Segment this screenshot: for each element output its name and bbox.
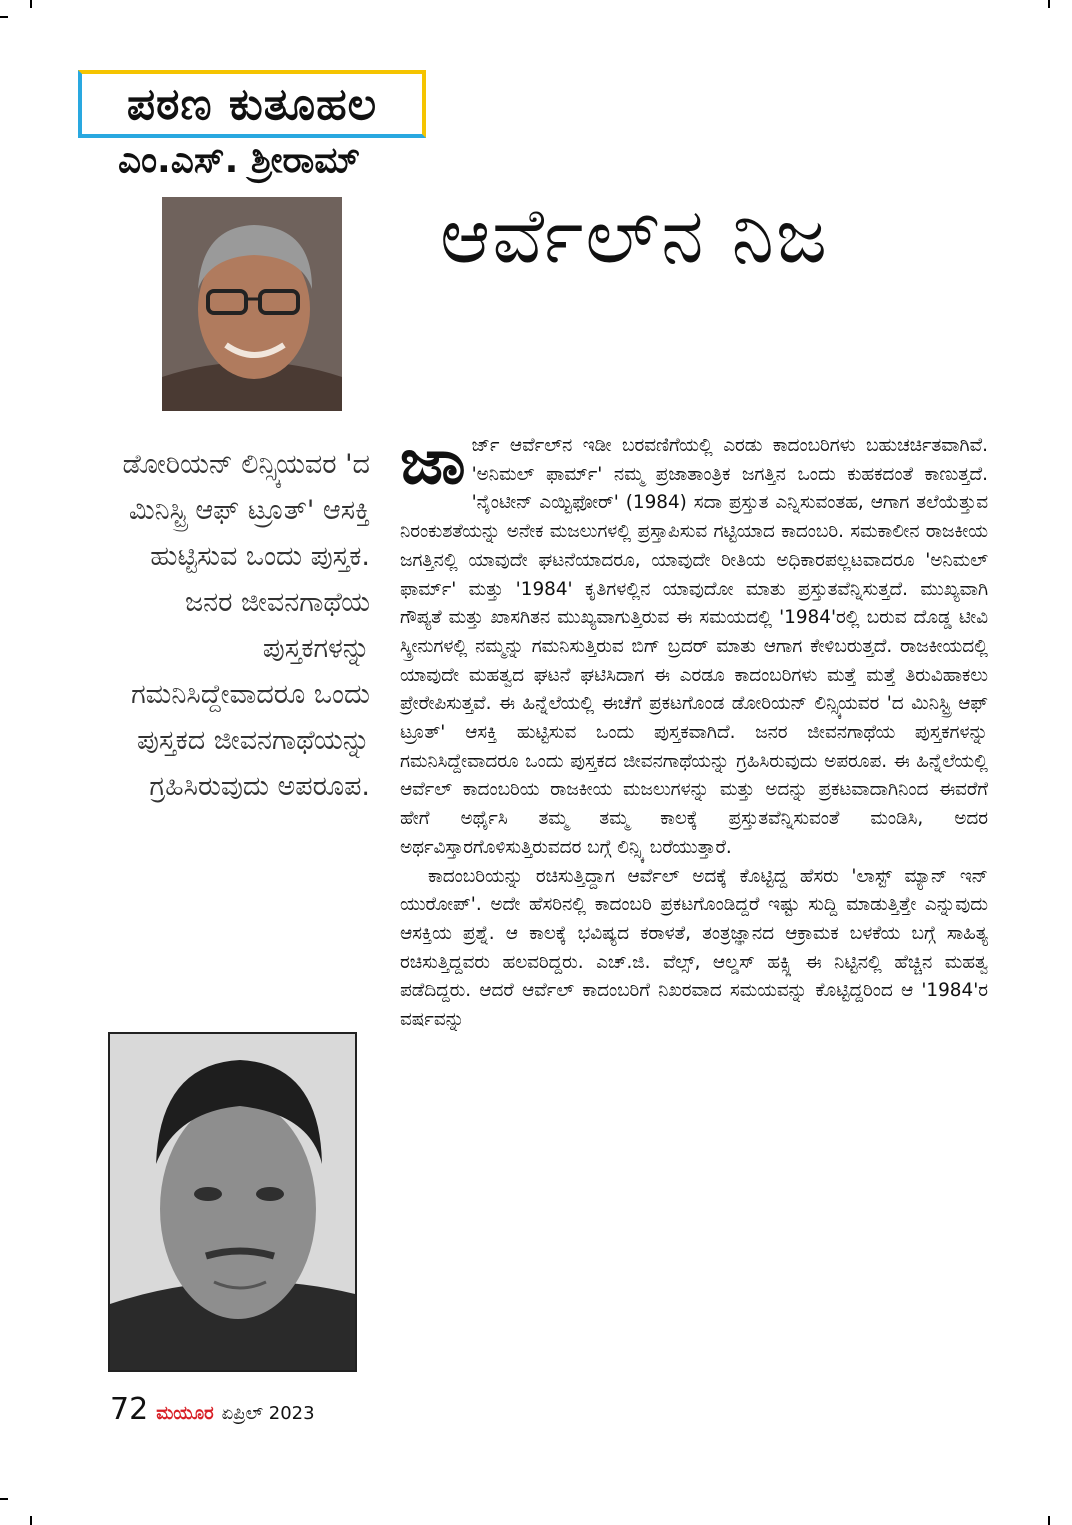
orwell-photo xyxy=(108,1032,357,1372)
author-portrait-image xyxy=(162,197,342,411)
crop-mark xyxy=(0,1498,8,1500)
headline: ಆರ್ವೆಲ್‌ನ ನಿಜ xyxy=(440,191,829,280)
dropcap: ಜಾ xyxy=(400,425,466,499)
issue-date: ಏಪ್ರಿಲ್ 2023 xyxy=(221,1403,315,1424)
article-paragraph-text: ರ್ಜ್ ಆರ್ವೆಲ್‌ನ ಇಡೀ ಬರವಣಿಗೆಯಲ್ಲಿ ಎರಡು ಕಾದಂಬರಿಗಳು ಬಹುಚರ್ಚಿತವಾಗಿವೆ. 'ಅನಿಮಲ್ ಫಾರ್ಮ್' ನಮ್ಮ ಪ್ರಜಾತಾಂತ್ರಿಕ ಜಗತ್ತಿನ ಒಂದು ಕುಹಕದಂತೆ ಕಾಣುತ್ತದೆ. 'ನೈಂಟೀನ್ ಎಯ್ಟಿಫೋರ್' (1984) ಸದಾ ಪ್ರಸ್ತುತ ಎನ್ನಿಸುವಂತಹ, ಆಗಾಗ ತಲೆಯೆತ್ತುವ ನಿರಂಕುಶತೆಯನ್ನು ಅನೇಕ ಮಜಲುಗಳಲ್ಲಿ ಪ್ರಸ್ತಾಪಿಸುವ ಗಟ್ಟಿಯಾದ ಕಾದಂಬರಿ. ಸಮಕಾಲೀನ ರಾಜಕೀಯ ಜಗತ್ತಿನಲ್ಲಿ ಯಾವುದೇ ಘಟನೆಯಾದರೂ, ಯಾವುದೇ ರೀತಿಯ ಅಧಿಕಾರಪಲ್ಲಟವಾದರೂ 'ಅನಿಮಲ್ ಫಾರ್ಮ್' ಮತ್ತು '1984' ಕೃತಿಗಳಲ್ಲಿನ ಯಾವುದೋ ಮಾತು ಪ್ರಸ್ತುತವೆನ್ನಿಸುತ್ತದೆ. ಮುಖ್ಯವಾಗಿ ಗೌಪ್ಯತೆ ಮತ್ತು ಖಾಸಗಿತನ ಮುಖ್ಯವಾಗುತ್ತಿರುವ ಈ ಸಮಯದಲ್ಲಿ '1984'ರಲ್ಲಿ ಬರುವ ದೊಡ್ಡ ಟೀವಿ ಸ್ಕ್ರೀನುಗಳಲ್ಲಿ ನಮ್ಮನ್ನು ಗಮನಿಸುತ್ತಿರುವ ಬಿಗ್ ಬ್ರದರ್ ಮಾತು ಆಗಾಗ ಕೇಳಿಬರುತ್ತದೆ. ರಾಜಕೀಯದಲ್ಲಿ ಯಾವುದೇ ಮಹತ್ವದ ಘಟನೆ ಘಟಿಸಿದಾಗ ಈ ಎರಡೂ ಕಾದಂಬರಿಗಳು ಮತ್ತೆ ಮತ್ತೆ ತಿರುವಿಹಾಕಲು ಪ್ರೇರೇಪಿಸುತ್ತವೆ. ಈ ಹಿನ್ನೆಲೆಯಲ್ಲಿ ಈಚೆಗೆ ಪ್ರಕಟಗೊಂಡ ಡೋರಿಯನ್ ಲಿನ್ಸ್ಕಿಯವರ 'ದ ಮಿನಿಸ್ಟ್ರಿ ಆಫ್ ಟ್ರೂತ್' ಆಸಕ್ತಿ ಹುಟ್ಟಿಸುವ ಒಂದು ಪುಸ್ತಕವಾಗಿದೆ. ಜನರ ಜೀವನಗಾಥೆಯ ಪುಸ್ತಕಗಳನ್ನು ಗಮನಿಸಿದ್ದೇವಾದರೂ ಒಂದು ಪುಸ್ತಕದ ಜೀವನಗಾಥೆಯನ್ನು ಗ್ರಹಿಸಿರುವುದು ಅಪರೂಪ. ಈ ಹಿನ್ನೆಲೆಯಲ್ಲಿ ಆರ್ವೆಲ್ ಕಾದಂಬರಿಯ ರಾಜಕೀಯ ಮಜಲುಗಳನ್ನು ಮತ್ತು ಅದನ್ನು ಪ್ರಕಟವಾದಾಗಿನಿಂದ ಈವರೆಗೆ ಹೇಗೆ ಅರ್ಥೈಸಿ ತಮ್ಮ ತಮ್ಮ ಕಾಲಕ್ಕೆ ಪ್ರಸ್ತುತವೆನ್ನಿಸುವಂತೆ ಮಂಡಿಸಿ, ಅದರ ಅರ್ಥವಿಸ್ತಾರಗೊಳಿಸುತ್ತಿರುವದರ ಬಗ್ಗೆ ಲಿನ್ಸ್ಕಿ ಬರೆಯುತ್ತಾರೆ. xyxy=(400,435,988,858)
article-paragraph: ಕಾದಂಬರಿಯನ್ನು ರಚಿಸುತ್ತಿದ್ದಾಗ ಆರ್ವೆಲ್ ಅದಕ್ಕೆ ಕೊಟ್ಟಿದ್ದ ಹೆಸರು 'ಲಾಸ್ಟ್ ಮ್ಯಾನ್ ಇನ್ ಯುರೋಪ್'. ಅದೇ ಹೆಸರಿನಲ್ಲಿ ಕಾದಂಬರಿ ಪ್ರಕಟಗೊಂಡಿದ್ದರೆ ಇಷ್ಟು ಸುದ್ದಿ ಮಾಡುತ್ತಿತ್ತೇ ಎನ್ನುವುದು ಆಸಕ್ತಿಯ ಪ್ರಶ್ನೆ. ಆ ಕಾಲಕ್ಕೆ ಭವಿಷ್ಯದ ಕರಾಳತೆ, ತಂತ್ರಜ್ಞಾನದ ಆಕ್ರಾಮಕ ಬಳಕೆಯ ಬಗ್ಗೆ ಸಾಹಿತ್ಯ ರಚಿಸುತ್ತಿದ್ದವರು ಹಲವರಿದ್ದರು. ಎಚ್.ಜಿ. ವೆಲ್ಸ್, ಆಲ್ಡಸ್ ಹಕ್ಸ್ಲಿ ಈ ನಿಟ್ಟಿನಲ್ಲಿ ಹೆಚ್ಚಿನ ಮಹತ್ವ ಪಡೆದಿದ್ದರು. ಆದರೆ ಆರ್ವೆಲ್ ಕಾದಂಬರಿಗೆ ನಿಖರವಾದ ಸಮಯವನ್ನು ಕೊಟ್ಟಿದ್ದರಿಂದ ಆ '1984'ರ ವರ್ಷವನ್ನು xyxy=(400,865,988,1031)
crop-mark xyxy=(30,1516,32,1525)
pull-quote: ಡೋರಿಯನ್ ಲಿನ್ಸ್ಕಿಯವರ 'ದ ಮಿನಿಸ್ಟ್ರಿ ಆಫ್ ಟ್ರೂತ್' ಆಸಕ್ತಿ ಹುಟ್ಟಿಸುವ ಒಂದು ಪುಸ್ತಕ. ಜನರ ಜೀವನಗಾಥೆಯ ಪುಸ್ತಕಗಳನ್ನು ಗಮನಿಸಿದ್ದೇವಾದರೂ ಒಂದು ಪುಸ್ತಕದ ಜೀವನಗಾಥೆಯನ್ನು ಗ್ರಹಿಸಿರುವುದು ಅಪರೂಪ. xyxy=(122,449,370,802)
orwell-portrait-image xyxy=(110,1034,355,1370)
crop-mark xyxy=(1048,1516,1050,1525)
page-number: 72 xyxy=(110,1392,149,1427)
article-body xyxy=(400,425,988,1035)
crop-mark xyxy=(30,0,32,8)
column-title: ಪಠಣ ಕುತೂಹಲ xyxy=(126,78,378,130)
crop-mark xyxy=(0,16,8,18)
article-paragraph xyxy=(400,425,988,863)
page-footer xyxy=(110,1392,315,1432)
author-photo xyxy=(162,197,342,411)
crop-mark xyxy=(1048,0,1050,8)
column-title-box xyxy=(78,70,426,138)
author-name: ಎಂ.ಎಸ್. ಶ್ರೀರಾಮ್ xyxy=(118,140,361,181)
magazine-logo: ಮಯೂರ xyxy=(156,1403,214,1424)
